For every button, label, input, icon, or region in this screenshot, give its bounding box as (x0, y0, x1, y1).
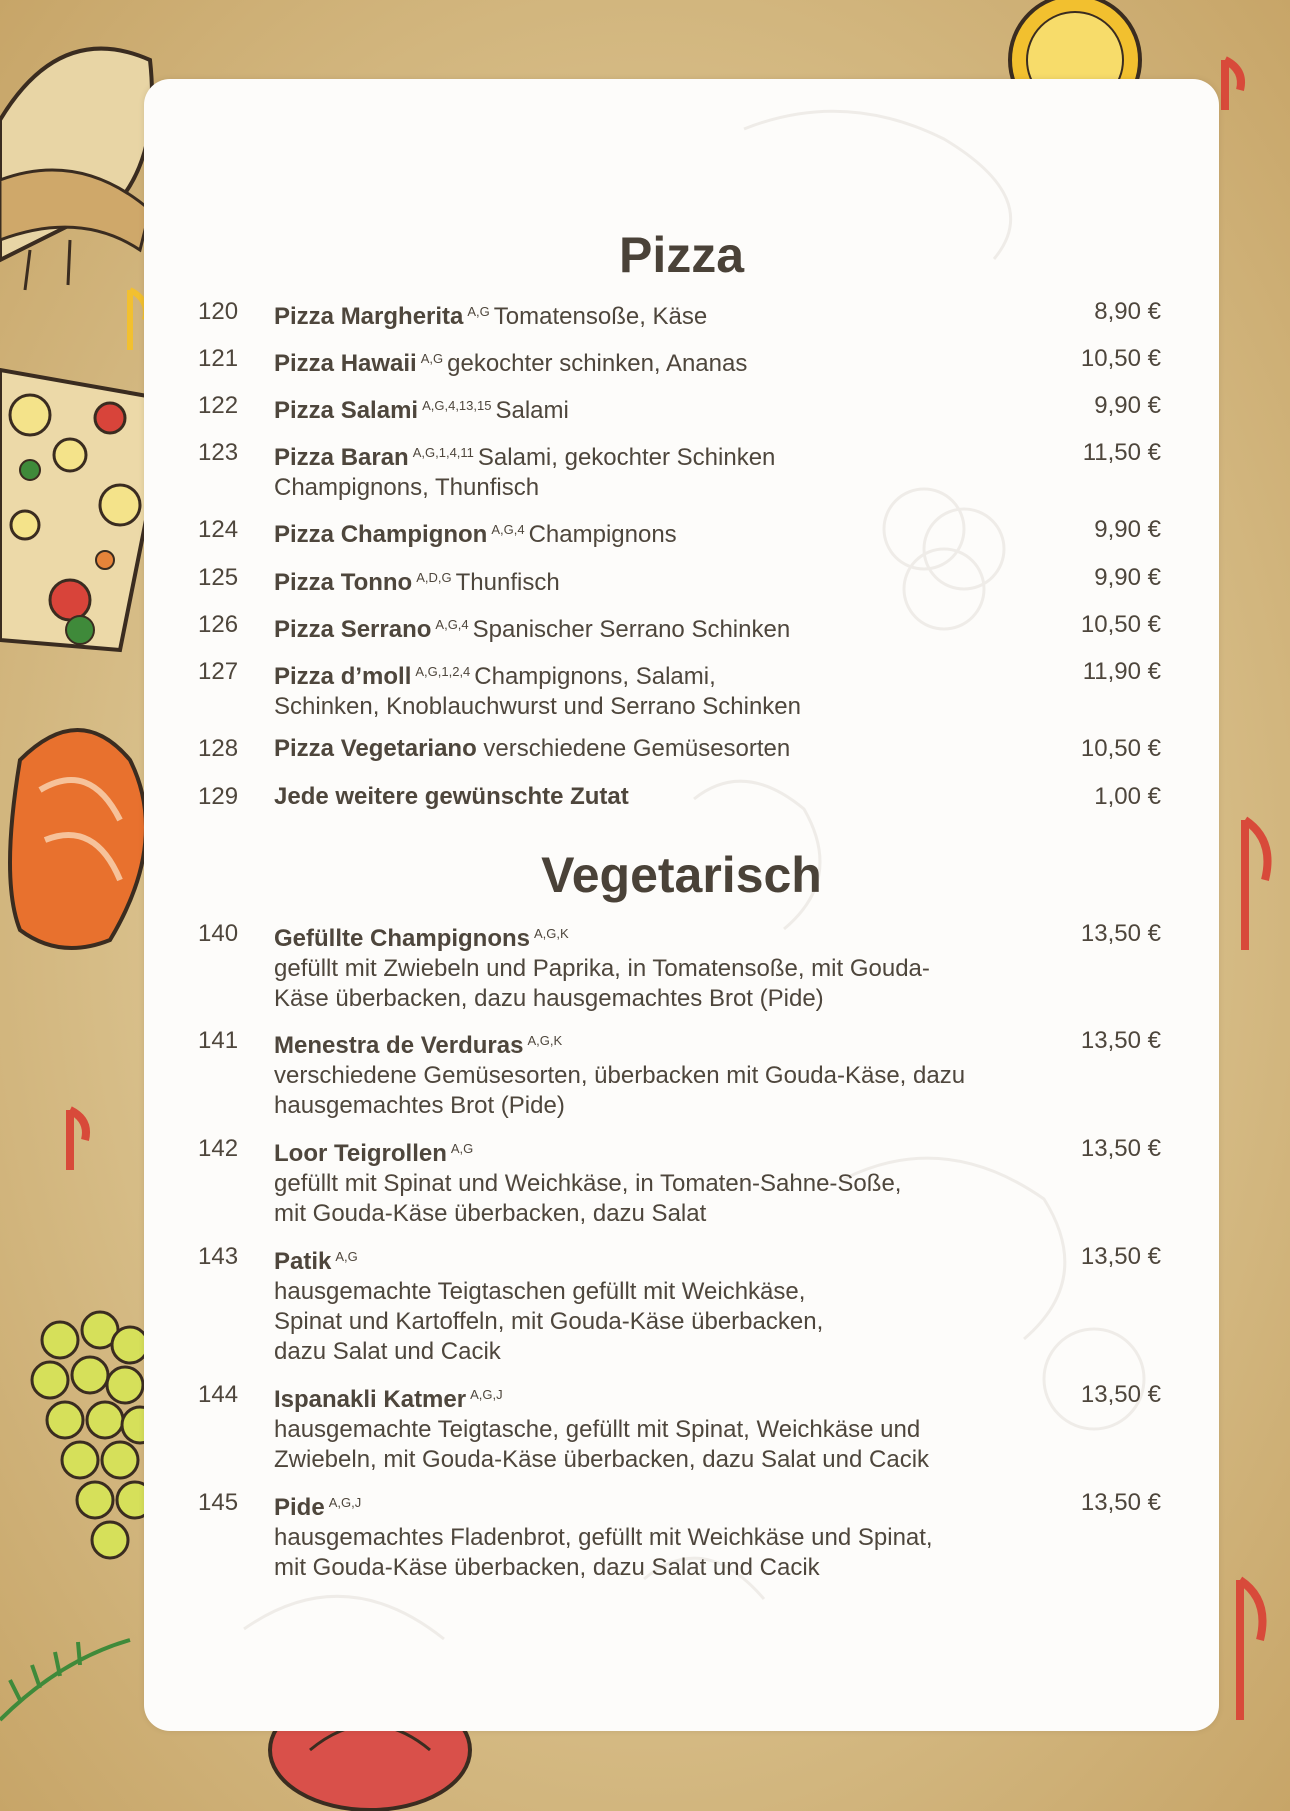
allergen-codes: A,G (467, 304, 490, 319)
item-name: Patik (274, 1248, 332, 1275)
allergen-codes: A,G,1,4,11 (412, 445, 474, 460)
item-description: Champignons (528, 521, 677, 548)
item-number: 142 (198, 1135, 239, 1162)
allergen-codes: A,G,4 (491, 522, 525, 537)
item-number: 122 (198, 392, 239, 419)
item-description: Salami (495, 397, 569, 424)
item-name: Pizza Salami (274, 397, 419, 424)
allergen-codes: A,G,K (534, 926, 569, 941)
item-description-line: gefüllt mit Zwiebeln und Paprika, in Tomatensoße, mit Gouda- (274, 955, 930, 982)
allergen-codes: A,G (335, 1249, 358, 1264)
item-description: Salami, gekochter Schinken (477, 444, 776, 471)
item-number: 129 (198, 783, 239, 810)
item-description: Spanischer Serrano Schinken (472, 616, 791, 643)
item-number: 126 (198, 611, 239, 638)
item-number: 121 (198, 345, 239, 372)
item-price: 13,50 € (1080, 1027, 1161, 1054)
item-description: Tomatensoße, Käse (493, 303, 708, 330)
item-name: Gefüllte Champignons (274, 925, 531, 952)
item-price: 1,00 € (1094, 783, 1161, 810)
item-description: verschiedene Gemüsesorten (483, 735, 791, 762)
item-name: Pizza d’moll (274, 663, 412, 690)
item-number: 120 (198, 298, 239, 325)
allergen-codes: A,G,J (470, 1387, 503, 1402)
item-price: 10,50 € (1080, 611, 1161, 638)
sombrero-illustration (0, 49, 152, 290)
allergen-codes: A,G,4,13,15 (422, 398, 492, 413)
item-description-line2: Champignons, Thunfisch (274, 474, 540, 501)
item-price: 9,90 € (1094, 564, 1161, 591)
item-description-line: Spinat und Kartoffeln, mit Gouda-Käse überbacken, (274, 1308, 824, 1335)
item-description-line: dazu Salat und Cacik (274, 1338, 501, 1365)
item-name: Pizza Serrano (274, 616, 432, 643)
item-description-line: mit Gouda-Käse überbacken, dazu Salat (274, 1200, 707, 1227)
menu-card (144, 79, 1219, 1731)
item-number: 144 (198, 1381, 239, 1408)
item-name: Pizza Tonno (274, 569, 413, 596)
item-name: Pizza Margherita (274, 303, 464, 330)
item-name: Pizza Vegetariano (274, 735, 477, 762)
item-name: Pide (274, 1494, 325, 1521)
item-price: 8,90 € (1094, 298, 1161, 325)
item-price: 10,50 € (1080, 345, 1161, 372)
item-name: Jede weitere gewünschte Zutat (274, 783, 629, 810)
allergen-codes: A,G (420, 351, 444, 366)
item-description-line: mit Gouda-Käse überbacken, dazu Salat und Cacik (274, 1554, 820, 1581)
herb-leaves-illustration (0, 1640, 130, 1720)
item-price: 13,50 € (1080, 1381, 1161, 1408)
item-number: 128 (198, 735, 239, 762)
item-price: 10,50 € (1080, 735, 1161, 762)
item-description-line: hausgemachte Teigtaschen gefüllt mit Weichkäse, (274, 1278, 806, 1305)
item-description-line: hausgemachtes Brot (Pide) (274, 1092, 565, 1119)
item-description: gekochter schinken, Ananas (447, 350, 748, 377)
item-description-line: gefüllt mit Spinat und Weichkäse, in Tomaten-Sahne-Soße, (274, 1170, 902, 1197)
allergen-codes: A,G,K (527, 1033, 563, 1048)
item-number: 145 (198, 1489, 239, 1516)
allergen-codes: A,G,1,2,4 (415, 664, 471, 679)
section-title-pizza: Pizza (618, 227, 745, 283)
item-price: 13,50 € (1080, 1243, 1161, 1270)
item-description: Champignons, Salami, (474, 663, 716, 690)
allergen-codes: A,G (450, 1141, 474, 1156)
item-price: 13,50 € (1080, 920, 1161, 947)
item-number: 143 (198, 1243, 239, 1270)
item-price: 9,90 € (1094, 392, 1161, 419)
item-name: Menestra de Verduras (274, 1032, 524, 1059)
item-name: Pizza Champignon (274, 521, 488, 548)
allergen-codes: A,G,J (328, 1495, 362, 1510)
item-name: Pizza Hawaii (274, 350, 417, 377)
item-price: 9,90 € (1094, 516, 1161, 543)
item-price: 13,50 € (1080, 1135, 1161, 1162)
item-number: 125 (198, 564, 239, 591)
item-number: 123 (198, 439, 239, 466)
item-name: Loor Teigrollen (274, 1140, 447, 1167)
section-title-vegetarisch: Vegetarisch (541, 847, 822, 903)
allergen-codes: A,D,G (416, 570, 452, 585)
item-number: 127 (198, 658, 239, 685)
item-number: 140 (198, 920, 239, 947)
item-description-line: hausgemachtes Fladenbrot, gefüllt mit Weichkäse und Spinat, (274, 1524, 933, 1551)
item-number: 124 (198, 516, 239, 543)
item-name: Ispanakli Katmer (274, 1386, 467, 1413)
item-description-line: hausgemachte Teigtasche, gefüllt mit Spinat, Weichkäse und (274, 1416, 921, 1443)
item-description-line2: Schinken, Knoblauchwurst und Serrano Schinken (274, 693, 801, 720)
item-price: 11,90 € (1082, 658, 1161, 685)
item-description: Thunfisch (455, 569, 560, 596)
item-price: 11,50 € (1082, 439, 1161, 466)
grapes-illustration (32, 1312, 158, 1558)
item-name: Pizza Baran (274, 444, 409, 471)
shrimp-illustration (10, 730, 146, 948)
item-description-line: Käse überbacken, dazu hausgemachtes Brot (Pide) (274, 985, 824, 1012)
item-number: 141 (198, 1027, 239, 1054)
allergen-codes: A,G,4 (435, 617, 469, 632)
item-price: 13,50 € (1080, 1489, 1161, 1516)
item-description-line: Zwiebeln, mit Gouda-Käse überbacken, dazu Salat und Cacik (274, 1446, 930, 1473)
item-description-line: verschiedene Gemüsesorten, überbacken mit Gouda-Käse, dazu (274, 1062, 966, 1089)
